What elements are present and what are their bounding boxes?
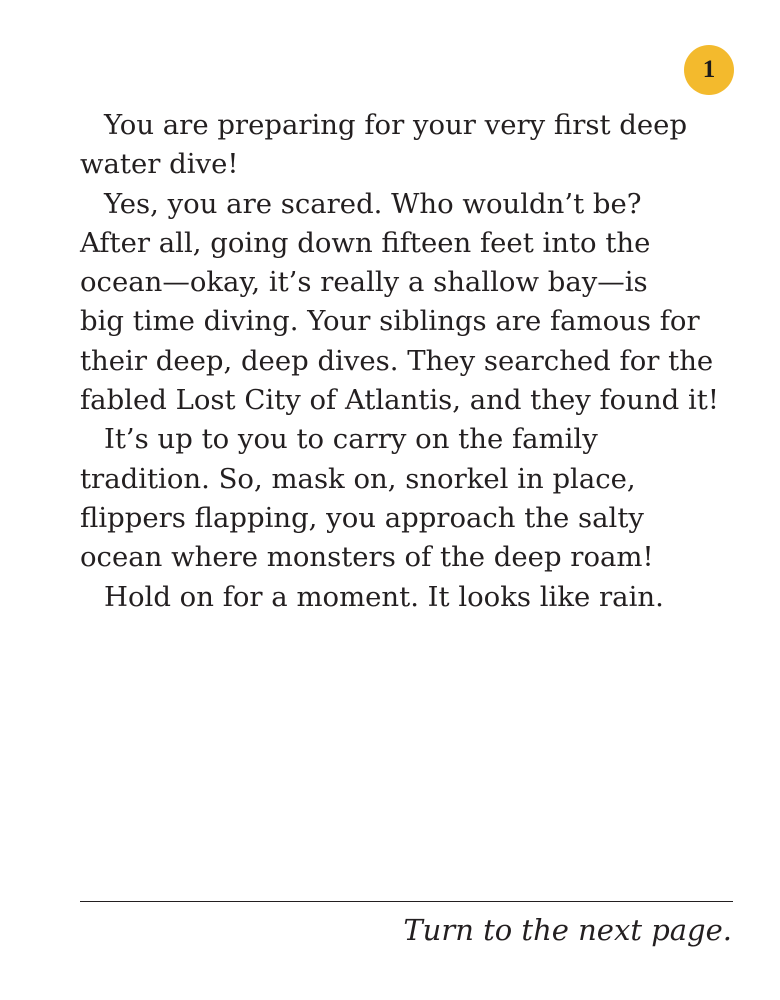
story-line: big time diving. Your siblings are famous for (80, 305, 700, 338)
page-number-badge: 1 (684, 45, 734, 95)
story-line: Yes, you are scared. Who wouldn’t be? (104, 187, 642, 220)
story-paragraph-1 (80, 106, 760, 185)
story-line: ocean—okay, it’s really a shallow bay—is (80, 266, 648, 299)
story-paragraph-3 (80, 420, 760, 577)
story-line: their deep, deep dives. They searched for the (80, 344, 714, 377)
story-line: ocean where monsters of the deep roam! (80, 541, 654, 574)
story-line: tradition. So, mask on, snorkel in place, (80, 462, 636, 495)
story-line: Hold on for a moment. It looks like rain. (104, 580, 664, 613)
footer-divider (80, 901, 733, 902)
story-line: It’s up to you to carry on the family (104, 423, 598, 456)
next-page-prompt: Turn to the next page. (403, 913, 732, 947)
story-text (80, 106, 760, 617)
story-line: You are preparing for your very first deep (104, 109, 688, 141)
story-line: water dive! (80, 148, 239, 181)
story-paragraph-4 (80, 578, 760, 617)
story-line: After all, going down fifteen feet into the (80, 226, 651, 259)
story-paragraph-2 (80, 185, 760, 421)
story-line: flippers flapping, you approach the salty (80, 501, 644, 534)
story-line: fabled Lost City of Atlantis, and they found it! (80, 384, 719, 417)
